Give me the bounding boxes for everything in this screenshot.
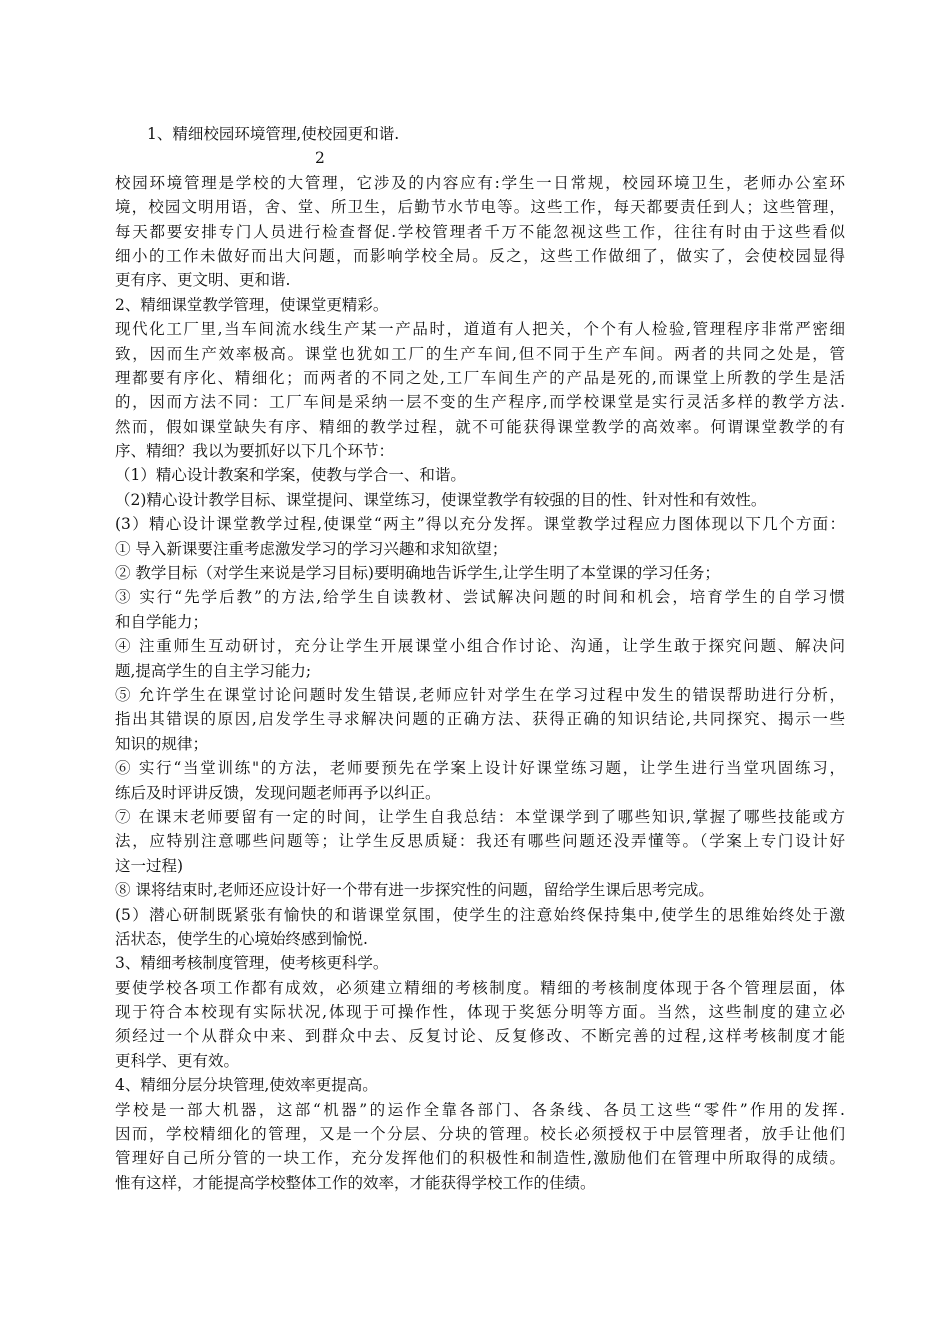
section-heading-1: 1、精细校园环境管理,使校园更和谐. (147, 125, 400, 143)
section-heading-4: 4、精细分层分块管理,使效率更提高。 (115, 1076, 378, 1095)
list-item: ④ 注重师生互动研讨，充分让学生开展课堂小组合作讨论、沟通，让学生敢于探究问题、解决问 (115, 637, 845, 656)
list-item: 题,提高学生的自主学习能力; (115, 661, 312, 680)
paragraph-line: 然而，假如课堂缺失有序、精细的教学过程，就不可能获得课堂教学的高效率。何谓课堂教学的有 (115, 417, 845, 436)
paragraph-line: 的，因而方法不同：工厂车间是采纳一层不变的生产程序,而学校课堂是实行灵活多样的教学方法. (115, 393, 845, 412)
list-item: 指出其错误的原因,启发学生寻求解决问题的正确方法、获得正确的知识结论,共同探究、揭示一些 (115, 710, 845, 729)
list-item: 这一过程) (115, 856, 184, 875)
paragraph-line: 理都要有序化、精细化；而两者的不同之处,工厂车间生产的产品是死的,而课堂上所教的学生是活 (115, 368, 845, 387)
list-item: ⑥ 实行“当堂训练"的方法，老师要预先在学案上设计好课堂练习题，让学生进行当堂巩固练习， (115, 759, 845, 778)
list-item: 法，应特别注意哪些问题等；让学生反思质疑：我还有哪些问题还没弄懂等。（学案上专门设计好 (115, 832, 845, 851)
paragraph-line: 学校是一部大机器，这部“机器”的运作全靠各部门、各条线、各员工这些“零件”作用的发挥. (115, 1100, 845, 1119)
list-item: 知识的规律； (115, 734, 209, 753)
paragraph-line: 须经过一个从群众中来、到群众中去、反复讨论、反复修改、不断完善的过程,这样考核制度才能 (115, 1027, 845, 1046)
list-item: ⑧ 课将结束时,老师还应设计好一个带有进一步探究性的问题，留给学生课后思考完成。 (115, 881, 714, 900)
list-item: ② 教学目标（对学生来说是学习目标)要明确地告诉学生,让学生明了本堂课的学习任务； (115, 564, 720, 583)
paragraph-line: 更有序、更文明、更和谐. (115, 271, 291, 290)
list-item: （2)精心设计教学目标、课堂提问、课堂练习，使课堂教学有较强的目的性、针对性和有效性。 (115, 490, 767, 509)
list-item: (5）潜心研制既紧张有愉快的和谐课堂氛围，使学生的注意始终保持集中,使学生的思维始终处于激 (115, 905, 845, 924)
paragraph-line: 管理好自己所分管的一块工作，充分发挥他们的积极性和制造性,激励他们在管理中所取得的成绩。 (115, 1149, 845, 1168)
section-heading-2: 2、精细课堂教学管理，使课堂更精彩。 (115, 295, 389, 314)
list-item: ⑦ 在课末老师要留有一定的时间，让学生自我总结：本堂课学到了哪些知识,掌握了哪些技能或方 (115, 807, 845, 826)
paragraph-line: 惟有这样，才能提高学校整体工作的效率，才能获得学校工作的佳绩。 (115, 1173, 596, 1192)
paragraph-line: 更科学、更有效。 (115, 1051, 240, 1070)
paragraph-line: 序、精细？我以为要抓好以下几个环节： (115, 442, 395, 461)
paragraph-line: 境，校园文明用语，舍、堂、所卫生，后勤节水节电等。这些工作，每天都要责任到人；这些管理， (115, 198, 845, 217)
paragraph-line: 细小的工作未做好而出大问题，而影响学校全局。反之，这些工作做细了，做实了，会使校园显得 (115, 246, 845, 265)
document-page (115, 122, 845, 1195)
list-item: 活状态，使学生的心境始终感到愉悦. (115, 929, 368, 948)
list-item: （1）精心设计教案和学案，使教与学合一、和谐。 (115, 466, 466, 485)
section-heading-3: 3、精细考核制度管理，使考核更科学。 (115, 954, 389, 973)
list-item: 练后及时评讲反馈，发现问题老师再予以纠正。 (115, 783, 441, 802)
list-item: ③ 实行“先学后教”的方法,给学生自读教材、尝试解决问题的时间和机会，培育学生的自学习惯 (115, 588, 845, 607)
paragraph-line: 现代化工厂里,当车间流水线生产某一产品时，道道有人把关，个个有人检验,管理程序非常严密细 (115, 320, 845, 339)
paragraph-line: 因而，学校精细化的管理，又是一个分层、分块的管理。校长必须授权于中层管理者，放手让他们 (115, 1125, 845, 1144)
list-item: 和自学能力； (115, 612, 209, 631)
list-item: (3）精心设计课堂教学过程,使课堂“两主”得以充分发挥。课堂教学过程应力图体现以下几个方面： (115, 515, 845, 534)
paragraph-line: 致，因而生产效率极高。课堂也犹如工厂的生产车间,但不同于生产车间。两者的共同之处是，管 (115, 344, 845, 363)
paragraph-line: 校园环境管理是学校的大管理，它涉及的内容应有:学生一日常规，校园环境卫生，老师办公室环 (115, 173, 845, 192)
paragraph-line: 每天都要安排专门人员进行检查督促.学校管理者千万不能忽视这些工作，往往有时由于这些看似 (115, 222, 845, 241)
list-item: ⑤ 允许学生在课堂讨论问题时发生错误,老师应针对学生在学习过程中发生的错误帮助进行分析， (115, 685, 845, 704)
list-item: ① 导入新课要注重考虑激发学习的学习兴趣和求知欲望； (115, 539, 508, 558)
page-number: 2 (315, 149, 325, 168)
paragraph-line: 现于符合本校现有实际状况,体现于可操作性，体现于奖惩分明等方面。当然，这些制度的建立必 (115, 1003, 845, 1022)
paragraph-line: 要使学校各项工作都有成效，必须建立精细的考核制度。精细的考核制度体现于各个管理层面，体 (115, 978, 845, 997)
